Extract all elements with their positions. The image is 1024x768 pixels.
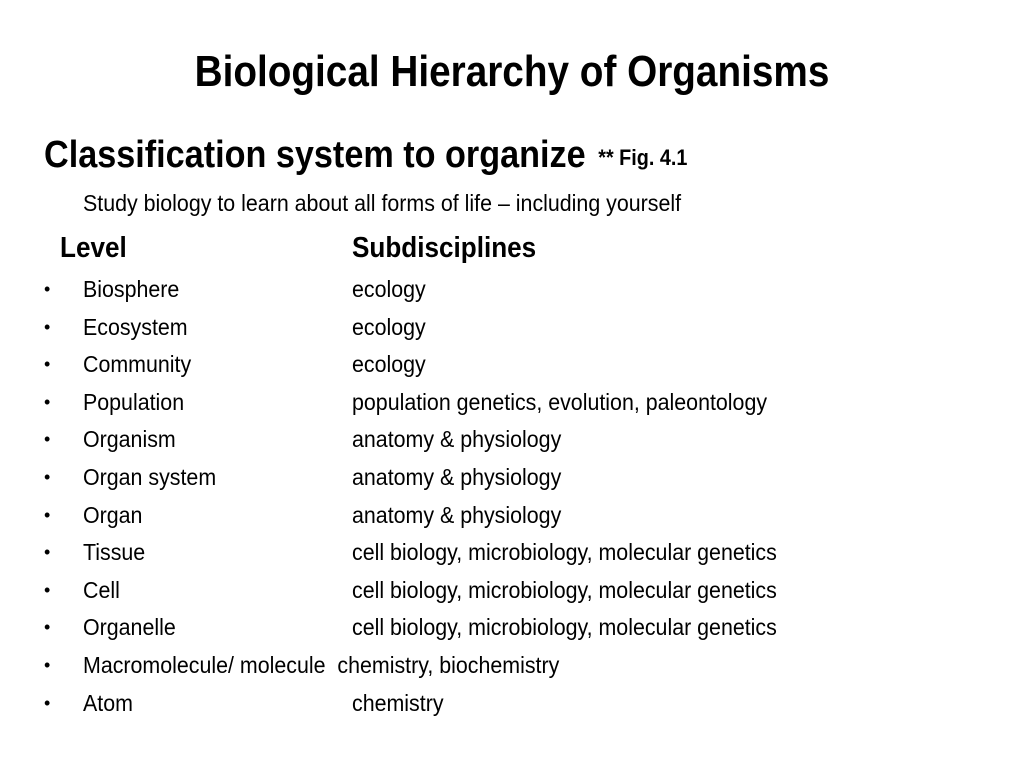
hierarchy-row	[0, 384, 1024, 422]
slide-subtitle	[44, 127, 687, 183]
subdiscipline-text: anatomy & physiology	[352, 463, 562, 490]
bullet-icon: •	[44, 466, 51, 487]
subdiscipline-text: population genetics, evolution, paleontology	[352, 388, 768, 415]
hierarchy-row	[0, 647, 1024, 685]
bullet-icon: •	[44, 692, 51, 713]
bullet-icon: •	[44, 579, 51, 600]
level-name: Organism	[83, 426, 176, 453]
column-header-subdisciplines: Subdisciplines	[352, 232, 537, 264]
hierarchy-list	[0, 271, 1024, 722]
level-name: Population	[83, 388, 185, 415]
bullet-icon: •	[44, 542, 51, 563]
level-name: Atom	[83, 689, 133, 716]
level-name: Organelle	[83, 614, 176, 641]
hierarchy-row	[0, 309, 1024, 347]
hierarchy-row	[0, 685, 1024, 723]
level-name: Tissue	[83, 539, 146, 566]
hierarchy-row	[0, 346, 1024, 384]
level-name: Ecosystem	[83, 313, 188, 340]
bullet-icon: •	[44, 429, 51, 450]
subdiscipline-text: ecology	[352, 276, 426, 302]
subdiscipline-text: cell biology, microbiology, molecular genetics	[352, 576, 777, 603]
subdiscipline-text: anatomy & physiology	[352, 426, 562, 453]
level-name: Organ system	[83, 463, 217, 490]
bullet-icon: •	[44, 654, 51, 675]
subdiscipline-text: chemistry, biochemistry	[337, 651, 560, 678]
bullet-icon: •	[44, 504, 51, 525]
study-line: Study biology to learn about all forms of life – including yourself	[83, 190, 682, 216]
hierarchy-row	[0, 497, 1024, 535]
bullet-icon: •	[44, 391, 51, 412]
level-line	[83, 647, 559, 685]
level-name: Macromolecule/ molecule	[83, 651, 326, 678]
subdiscipline-text: cell biology, microbiology, molecular genetics	[352, 539, 777, 566]
bullet-icon: •	[44, 316, 51, 337]
hierarchy-row	[0, 534, 1024, 572]
figure-reference: ** Fig. 4.1	[598, 145, 688, 170]
hierarchy-row	[0, 459, 1024, 497]
column-header-level: Level	[60, 232, 127, 264]
hierarchy-row	[0, 609, 1024, 647]
subtitle-text: Classification system to organize	[44, 134, 586, 176]
level-name: Organ	[83, 501, 143, 528]
hierarchy-row	[0, 572, 1024, 610]
level-name: Biosphere	[83, 276, 180, 302]
hierarchy-row	[0, 421, 1024, 459]
slide-title: Biological Hierarchy of Organisms	[194, 47, 830, 96]
subdiscipline-text: anatomy & physiology	[352, 501, 562, 528]
bullet-icon: •	[44, 354, 51, 375]
bullet-icon: •	[44, 617, 51, 638]
bullet-icon: •	[44, 279, 51, 299]
hierarchy-row	[0, 271, 1024, 309]
level-name: Cell	[83, 576, 120, 603]
subdiscipline-text: chemistry	[352, 689, 444, 716]
subdiscipline-text: ecology	[352, 351, 426, 378]
subdiscipline-text: ecology	[352, 313, 426, 340]
subdiscipline-text: cell biology, microbiology, molecular genetics	[352, 614, 777, 641]
level-name: Community	[83, 351, 192, 378]
